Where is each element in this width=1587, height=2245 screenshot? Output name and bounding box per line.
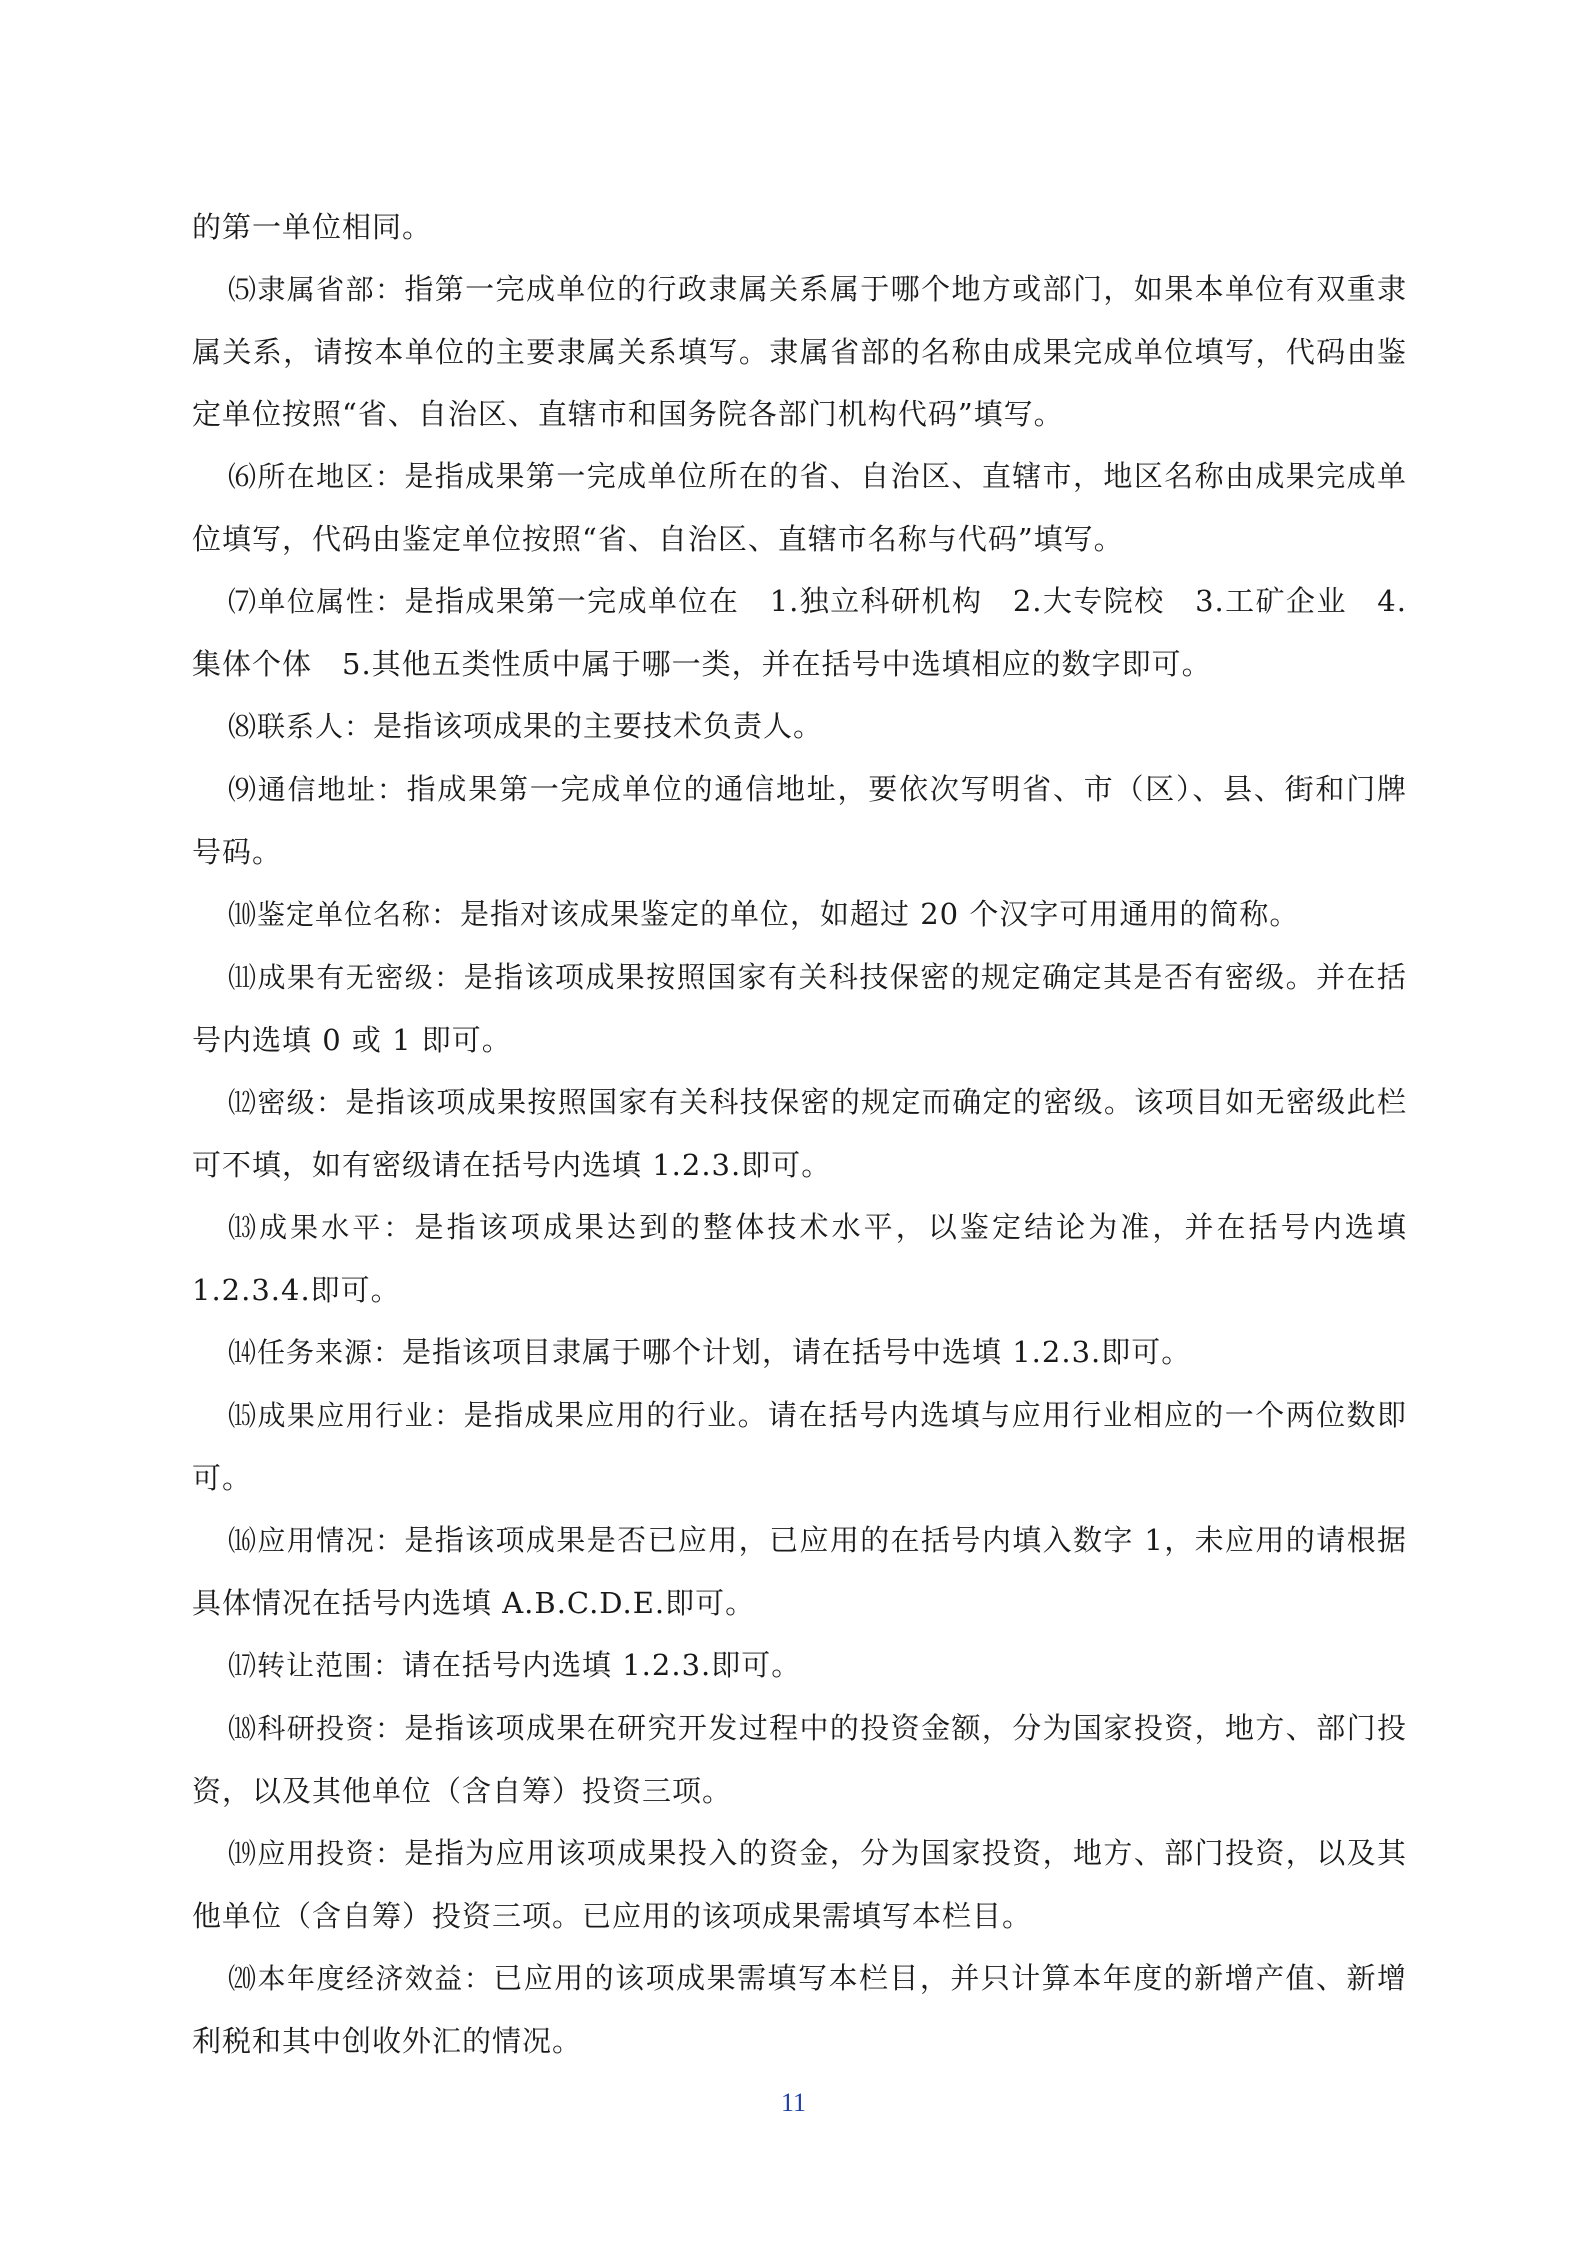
paragraph-text: 是指该项成果按照国家有关科技保密的规定确定其是否有密级。并在括号内选填 0 或 1 即可。 xyxy=(192,960,1407,1057)
paragraph-text: 是指该项成果的主要技术负责人。 xyxy=(373,709,824,743)
paragraph-label: ⑼通信地址： xyxy=(228,773,407,806)
paragraph-item-14 xyxy=(192,1321,1407,1384)
paragraph-item-7 xyxy=(192,570,1407,695)
paragraph-item-8 xyxy=(192,695,1407,758)
paragraph-item-15 xyxy=(192,1384,1407,1509)
paragraph-label: ⑿密级： xyxy=(228,1086,346,1119)
paragraph-text: 是指该项成果达到的整体技术水平，以鉴定结论为准，并在括号内选填 1.2.3.4.即可。 xyxy=(192,1210,1407,1307)
paragraph-label: ⑻联系人： xyxy=(228,710,374,743)
page-number: 11 xyxy=(780,2088,807,2117)
paragraph-text: 是指为应用该项成果投入的资金，分为国家投资，地方、部门投资，以及其他单位（含自筹）投资三项。已应用的该项成果需填写本栏目。 xyxy=(192,1836,1407,1933)
paragraph-text: 是指成果应用的行业。请在括号内选填与应用行业相应的一个两位数即可。 xyxy=(192,1398,1407,1495)
paragraph-text: 请在括号内选填 1.2.3.即可。 xyxy=(402,1648,802,1682)
paragraph-label: ⑸隶属省部： xyxy=(228,273,405,306)
paragraph-label: ⑾成果有无密级： xyxy=(228,961,464,994)
paragraph-text: 是指该项目隶属于哪个计划，请在括号中选填 1.2.3.即可。 xyxy=(402,1335,1192,1369)
paragraph-label: ⑽鉴定单位名称： xyxy=(228,898,461,931)
paragraph-item-16 xyxy=(192,1509,1407,1634)
paragraph-text: 已应用的该项成果需填写本栏目，并只计算本年度的新增产值、新增利税和其中创收外汇的情况。 xyxy=(192,1961,1407,2058)
paragraph-label: ⒀成果水平： xyxy=(228,1211,415,1244)
document-body xyxy=(192,196,1407,2072)
paragraph-label: ⒇本年度经济效益： xyxy=(228,1962,494,1995)
paragraph-item-10 xyxy=(192,883,1407,946)
paragraph-text: 指第一完成单位的行政隶属关系属于哪个地方或部门，如果本单位有双重隶属关系，请按本单位的主要隶属关系填写。隶属省部的名称由成果完成单位填写，代码由鉴定单位按照“省、自治区、直辖市和国务院各部门机构代码”填写。 xyxy=(192,272,1407,431)
paragraph-item-9 xyxy=(192,758,1407,883)
paragraph-item-11 xyxy=(192,946,1407,1071)
paragraph-item-13 xyxy=(192,1196,1407,1321)
paragraph-text: 是指成果第一完成单位所在的省、自治区、直辖市，地区名称由成果完成单位填写，代码由鉴定单位按照“省、自治区、直辖市名称与代码”填写。 xyxy=(192,459,1407,556)
paragraph-continuation xyxy=(192,196,1407,258)
paragraph-item-5 xyxy=(192,258,1407,445)
paragraph-label: ⒅科研投资： xyxy=(228,1712,405,1745)
paragraph-text: 是指对该成果鉴定的单位，如超过 20 个汉字可用通用的简称。 xyxy=(460,897,1300,931)
paragraph-text: 是指该项成果是否已应用，已应用的在括号内填入数字 1，未应用的请根据具体情况在括号内选填 A.B.C.D.E.即可。 xyxy=(192,1523,1407,1620)
paragraph-item-20 xyxy=(192,1947,1407,2072)
paragraph-item-18 xyxy=(192,1697,1407,1822)
paragraph-text: 的第一单位相同。 xyxy=(192,210,433,244)
paragraph-label: ⒄转让范围： xyxy=(228,1649,403,1682)
paragraph-label: ⑹所在地区： xyxy=(228,460,405,493)
paragraph-item-17 xyxy=(192,1634,1407,1697)
paragraph-label: ⒆应用投资： xyxy=(228,1837,405,1870)
paragraph-label: ⒁任务来源： xyxy=(228,1336,403,1369)
paragraph-label: ⒂成果应用行业： xyxy=(228,1399,464,1432)
paragraph-text: 是指该项成果在研究开发过程中的投资金额，分为国家投资，地方、部门投资，以及其他单位（含自筹）投资三项。 xyxy=(192,1711,1407,1808)
paragraph-item-6 xyxy=(192,445,1407,570)
paragraph-text: 指成果第一完成单位的通信地址，要依次写明省、市（区）、县、街和门牌号码。 xyxy=(192,772,1407,869)
paragraph-label: ⑺单位属性： xyxy=(228,585,405,618)
paragraph-text: 是指成果第一完成单位在 1.独立科研机构 2.大专院校 3.工矿企业 4.集体个体 5.其他五类性质中属于哪一类，并在括号中选填相应的数字即可。 xyxy=(192,584,1407,681)
paragraph-label: ⒃应用情况： xyxy=(228,1524,405,1557)
paragraph-item-19 xyxy=(192,1822,1407,1947)
paragraph-text: 是指该项成果按照国家有关科技保密的规定而确定的密级。该项目如无密级此栏可不填，如有密级请在括号内选填 1.2.3.即可。 xyxy=(192,1085,1407,1182)
paragraph-item-12 xyxy=(192,1071,1407,1196)
